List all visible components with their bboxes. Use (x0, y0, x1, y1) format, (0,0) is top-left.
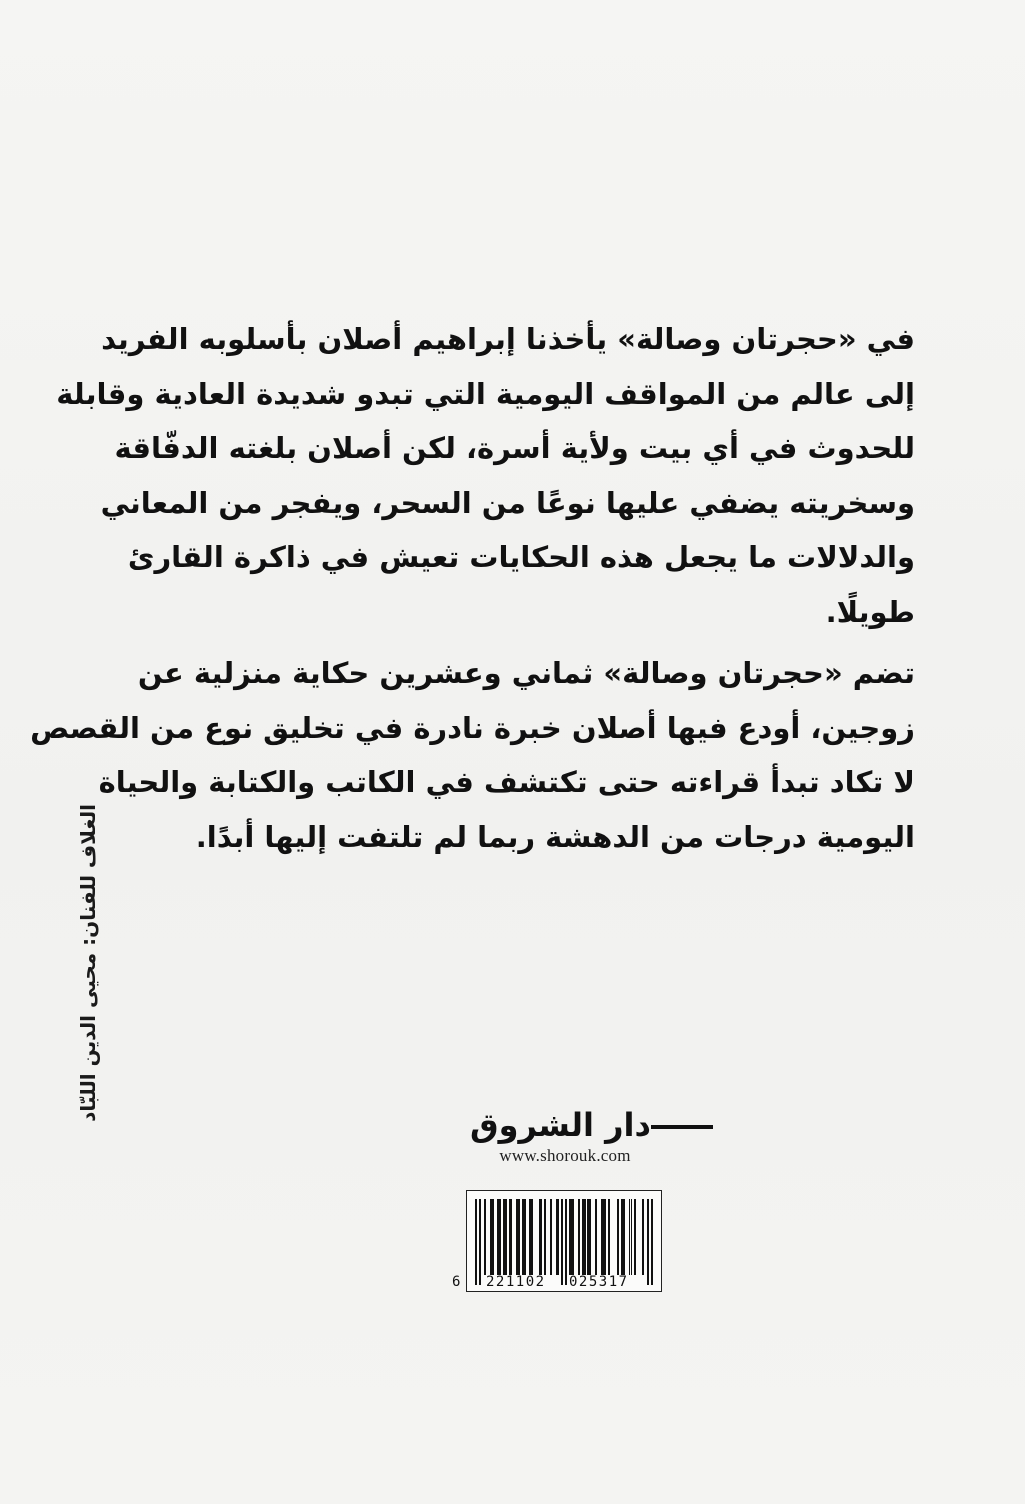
barcode-bar (565, 1199, 567, 1285)
barcode-bar (550, 1199, 552, 1275)
barcode-frame (466, 1190, 662, 1292)
blurb-line: إلى عالم من المواقف اليومية التي تبدو شديدة العادية وقابلة (56, 376, 915, 411)
barcode-left-digits: 221102 (486, 1274, 546, 1290)
blurb-line: للحدوث في أي بيت ولأية أسرة، لكن أصلان بلغته الدفّاقة (114, 431, 915, 465)
barcode-bar (572, 1199, 574, 1275)
barcode-bar (608, 1199, 610, 1275)
barcode-right-digits: 025317 (569, 1274, 629, 1290)
barcode-bar (544, 1199, 546, 1275)
barcode-bar (531, 1199, 533, 1275)
barcode-bar (651, 1199, 653, 1285)
barcode-bar (484, 1199, 486, 1275)
barcode-bar (589, 1199, 591, 1275)
barcode-bar (631, 1199, 633, 1275)
barcode-bar (595, 1199, 597, 1275)
barcode-bar (617, 1199, 619, 1275)
blurb-line: طويلًا. (825, 594, 915, 629)
barcode-bar (511, 1199, 513, 1275)
isbn-barcode (452, 1190, 662, 1302)
barcode-bar (541, 1199, 543, 1275)
blurb-line: اليومية درجات من الدهشة ربما لم تلتفت إليها أبدًا. (195, 819, 915, 854)
barcode-bar (499, 1199, 501, 1275)
barcode-bar (492, 1199, 494, 1275)
cover-artist-credit: الغلاف للفنان: محيى الدين اللبّاد (76, 804, 100, 1122)
barcode-bars (475, 1199, 653, 1275)
blurb-line: في «حجرتان وصالة» يأخذنا إبراهيم أصلان بأسلوبه الفريد (101, 322, 915, 356)
publisher-block (470, 1106, 660, 1166)
barcode-bar (604, 1199, 606, 1275)
barcode-bar (557, 1199, 559, 1275)
logo-tail-stroke (651, 1125, 713, 1129)
blurb-line: زوجين، أودع فيها أصلان خبرة نادرة في تخليق نوع من القصص (30, 710, 915, 745)
blurb-line: لا تكاد تبدأ قراءته حتى تكتشف في الكاتب والكتابة والحياة (98, 765, 915, 799)
barcode-bar (634, 1199, 636, 1275)
publisher-website: www.shorouk.com (499, 1146, 631, 1165)
blurb-line: والدلالات ما يجعل هذه الحكايات تعيش في ذاكرة القارئ (127, 540, 915, 574)
barcode-bar (479, 1199, 481, 1285)
publisher-name: دار الشروق (470, 1106, 651, 1144)
blurb-paragraph-2 (30, 646, 915, 864)
barcode-bar (518, 1199, 520, 1275)
barcode-bar (505, 1199, 507, 1275)
barcode-bar (623, 1199, 625, 1275)
blurb-paragraph-1 (56, 312, 915, 639)
barcode-bar (475, 1199, 477, 1285)
barcode-bar (524, 1199, 526, 1275)
blurb-line: وسخريته يضفي عليها نوعًا من السحر، ويفجر من المعاني (100, 485, 915, 520)
blurb-line: تضم «حجرتان وصالة» ثماني وعشرين حكاية منزلية عن (137, 656, 915, 690)
barcode-bar (578, 1199, 580, 1275)
barcode-bar (561, 1199, 563, 1285)
barcode-lead-digit: 6 (452, 1274, 461, 1290)
barcode-bar (647, 1199, 649, 1285)
barcode-bar (584, 1199, 586, 1275)
publisher-logo (470, 1106, 711, 1144)
barcode-bar (642, 1199, 644, 1275)
